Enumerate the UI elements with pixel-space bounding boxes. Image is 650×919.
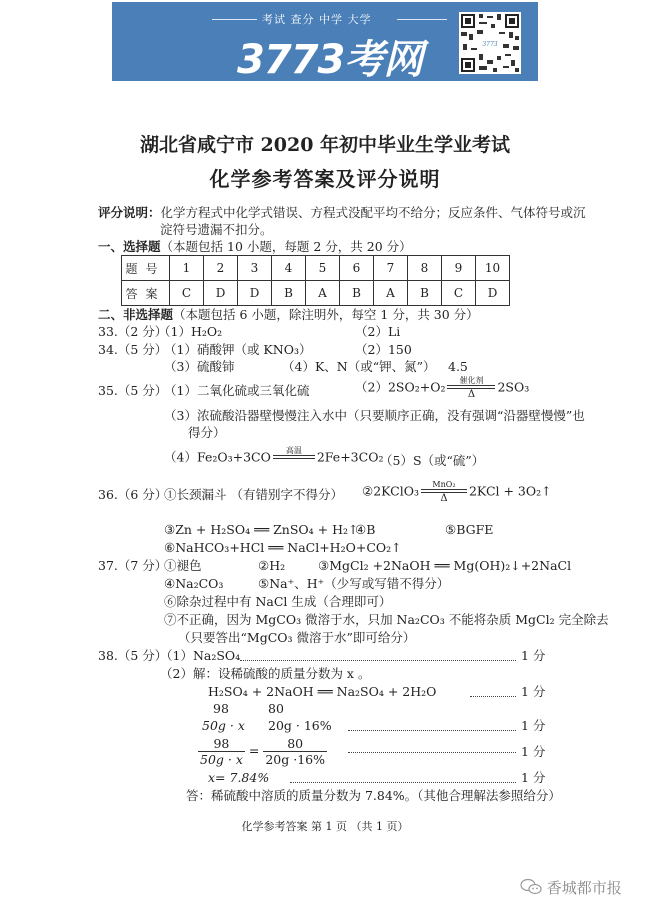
score-mark: 1 分 bbox=[521, 718, 546, 733]
q35-answer-3b: 得分） bbox=[188, 425, 226, 440]
question-number: 8 bbox=[408, 256, 442, 281]
section-1-title: 一、选择题 bbox=[98, 239, 161, 254]
grading-notes-text-1: 化学方程式中化学式错误、方程式没配平均不给分；反应条件、气体符号或沉 bbox=[160, 205, 586, 220]
question-number: 1 bbox=[170, 256, 204, 281]
q36-answer-5: ⑤BGFE bbox=[445, 522, 494, 537]
score-mark: 1 分 bbox=[521, 770, 546, 785]
banner-divider-left bbox=[212, 19, 257, 20]
section-2-title: 二、非选择题 bbox=[98, 307, 174, 322]
q36-answer-1: ①长颈漏斗 （有错别字不得分） bbox=[164, 487, 343, 502]
question-number: 2 bbox=[204, 256, 238, 281]
numerator: 80 bbox=[263, 736, 327, 752]
q33-answer-2: （2）Li bbox=[355, 324, 401, 339]
dotted-leader bbox=[290, 782, 516, 783]
answer-cell: A bbox=[306, 281, 340, 306]
qr-code-icon bbox=[459, 12, 521, 74]
q34-answer-4: （4）K、N（或“钾、氮”） bbox=[282, 359, 436, 374]
fraction-right bbox=[263, 736, 327, 767]
molar-mass-2: 80 bbox=[268, 701, 284, 716]
denominator: 20g ·16% bbox=[265, 752, 325, 767]
q36-number: 36.（6 分） bbox=[98, 487, 168, 502]
reaction-condition: 催化剂 bbox=[459, 376, 484, 385]
q37-answer-7b: （只要答出“MgCO₃ 微溶于水”即可给分） bbox=[178, 630, 416, 645]
q38-answer-2: （2）解：设稀硫酸的质量分数为 x 。 bbox=[160, 666, 371, 681]
final-answer: 答：稀硫酸中溶质的质量分数为 7.84%。（其他合理解法参照给分） bbox=[186, 788, 561, 803]
q38-answer-1: （1）Na₂SO₄ bbox=[160, 648, 241, 663]
q38-number: 38.（5 分） bbox=[98, 648, 168, 663]
wechat-icon bbox=[520, 878, 542, 896]
q35-answer-4 bbox=[164, 446, 383, 470]
site-logo[interactable]: 3773考网 bbox=[237, 37, 423, 83]
q37-answer-7: ⑦不正确，因为 MgCO₃ 微溶于水，只加 Na₂CO₃ 不能将杂质 MgCl₂ 完全除去 bbox=[164, 612, 609, 627]
watermark bbox=[520, 877, 622, 898]
q35-answer-3: （3）浓硫酸沿器壁慢慢注入水中（只要顺序正确，没有强调“沿器壁慢慢”也 bbox=[164, 408, 585, 423]
q35-answer-2 bbox=[355, 376, 529, 400]
dotted-leader bbox=[240, 660, 516, 661]
q34-answer-3: （3）硫酸铈 bbox=[164, 359, 235, 374]
q33-number: 33.（2 分） bbox=[98, 324, 168, 339]
score-mark: 1 分 bbox=[521, 648, 546, 663]
grading-notes-text-2: 淀符号遗漏不扣分。 bbox=[160, 222, 273, 237]
q35-answer-5: （5）S（或“硫”） bbox=[380, 453, 485, 468]
molar-mass-1: 98 bbox=[213, 701, 229, 716]
q36-answer-4: ④B bbox=[355, 522, 376, 537]
header-banner bbox=[112, 2, 538, 81]
heat-condition: Δ bbox=[467, 389, 476, 400]
page-title: 湖北省咸宁市 2020 年初中毕业生学业考试 bbox=[139, 134, 511, 156]
reaction-arrow bbox=[273, 446, 315, 470]
reaction-arrow bbox=[447, 376, 495, 400]
grading-notes bbox=[98, 205, 586, 220]
q34-number: 34.（5 分） bbox=[98, 342, 168, 357]
answer-cell: D bbox=[204, 281, 238, 306]
answer-cell: D bbox=[238, 281, 272, 306]
question-number: 5 bbox=[306, 256, 340, 281]
equals-sign: = bbox=[248, 743, 260, 758]
q35-eq-products: 2SO₃ bbox=[497, 379, 530, 395]
q34-answer-1: （1）硝酸钾（或 KNO₃） bbox=[164, 342, 312, 357]
fraction-left bbox=[198, 736, 245, 767]
page-footer: 化学参考答案 第 1 页 （共 1 页） bbox=[241, 820, 409, 833]
q36-answer-2 bbox=[362, 480, 552, 504]
answer-table-question-row bbox=[122, 256, 510, 281]
proportion-equation bbox=[198, 736, 327, 767]
q36-eq-reactants: ②2KClO₃ bbox=[362, 483, 419, 499]
question-number: 7 bbox=[374, 256, 408, 281]
banner-tagline: 考试 查分 中学 大学 bbox=[262, 13, 372, 26]
banner-divider-right bbox=[397, 19, 447, 20]
q35-eq4-reactants: （4）Fe₂O₃+3CO bbox=[164, 449, 271, 465]
score-mark: 1 分 bbox=[521, 684, 546, 699]
qr-code bbox=[459, 12, 521, 74]
watermark-text: 香城都市报 bbox=[546, 879, 622, 897]
score-mark: 1 分 bbox=[521, 744, 546, 759]
question-number: 3 bbox=[238, 256, 272, 281]
q38-equation: H₂SO₄ + 2NaOH ══ Na₂SO₄ + 2H₂O bbox=[208, 684, 437, 699]
denominator: 50g · x bbox=[200, 752, 243, 767]
q36-eq-products: 2KCl + 3O₂↑ bbox=[468, 483, 552, 499]
q37-answer-3: ③MgCl₂ +2NaOH ══ Mg(OH)₂↓+2NaCl bbox=[318, 558, 572, 573]
answer-cell: B bbox=[340, 281, 374, 306]
heat-condition: Δ bbox=[440, 493, 448, 504]
q34-answer-4b: 4.5 bbox=[448, 359, 468, 374]
q37-answer-1: ①褪色 bbox=[164, 558, 202, 573]
dotted-leader bbox=[348, 730, 516, 731]
question-number-label: 题号 bbox=[122, 256, 170, 281]
section-2-desc: （本题包括 6 小题，除注明外，每空 1 分，共 30 分） bbox=[173, 307, 479, 322]
answer-cell: C bbox=[170, 281, 204, 306]
mass-expr-2: 20g · 16% bbox=[268, 718, 332, 733]
answer-table-answer-row bbox=[122, 281, 510, 306]
dotted-leader bbox=[470, 696, 516, 697]
question-number: 9 bbox=[442, 256, 476, 281]
answer-label: 答案 bbox=[122, 281, 170, 306]
q37-answer-4: ④Na₂CO₃ bbox=[164, 576, 224, 591]
numerator: 98 bbox=[198, 736, 245, 752]
mass-expr-1: 50g · x bbox=[202, 718, 245, 733]
answer-cell: B bbox=[408, 281, 442, 306]
q35-answer-1: （1）二氧化硫或三氧化硫 bbox=[164, 383, 310, 398]
q35-eq-reactants: （2）2SO₂+O₂ bbox=[355, 379, 446, 395]
answer-cell: D bbox=[476, 281, 510, 306]
q35-eq4-products: 2Fe+3CO₂ bbox=[316, 449, 384, 465]
reaction-arrow bbox=[421, 480, 467, 504]
question-number: 6 bbox=[340, 256, 374, 281]
q37-number: 37.（7 分） bbox=[98, 558, 168, 573]
q36-answer-6: ⑥NaHCO₃+HCl ══ NaCl+H₂O+CO₂↑ bbox=[164, 540, 402, 555]
q37-answer-5: ⑤Na⁺、H⁺（少写或写错不得分） bbox=[258, 576, 450, 591]
q36-answer-3: ③Zn + H₂SO₄ ══ ZnSO₄ + H₂↑ bbox=[164, 522, 359, 537]
question-number: 10 bbox=[476, 256, 510, 281]
q33-answer-1: （1）H₂O₂ bbox=[158, 324, 223, 339]
dotted-leader bbox=[348, 752, 516, 753]
result-value: x= 7.84% bbox=[208, 770, 270, 785]
q37-answer-6: ⑥除杂过程中有 NaCl 生成（合理即可） bbox=[164, 594, 392, 609]
qr-label: 3773 bbox=[482, 41, 498, 48]
section-2-heading bbox=[98, 307, 479, 322]
page-subtitle: 化学参考答案及评分说明 bbox=[209, 167, 441, 191]
grading-notes-label: 评分说明： bbox=[98, 205, 161, 220]
answer-cell: C bbox=[442, 281, 476, 306]
q37-answer-2: ②H₂ bbox=[258, 558, 286, 573]
q34-answer-2: （2）150 bbox=[355, 342, 412, 357]
q35-number: 35.（5 分） bbox=[98, 383, 168, 398]
answer-cell: B bbox=[272, 281, 306, 306]
section-1-heading bbox=[98, 239, 412, 254]
answer-cell: A bbox=[374, 281, 408, 306]
reaction-condition: 高温 bbox=[285, 446, 302, 455]
answer-table bbox=[121, 255, 510, 306]
reaction-condition: MnO₂ bbox=[432, 480, 456, 489]
section-1-desc: （本题包括 10 小题，每题 2 分，共 20 分） bbox=[160, 239, 412, 254]
question-number: 4 bbox=[272, 256, 306, 281]
